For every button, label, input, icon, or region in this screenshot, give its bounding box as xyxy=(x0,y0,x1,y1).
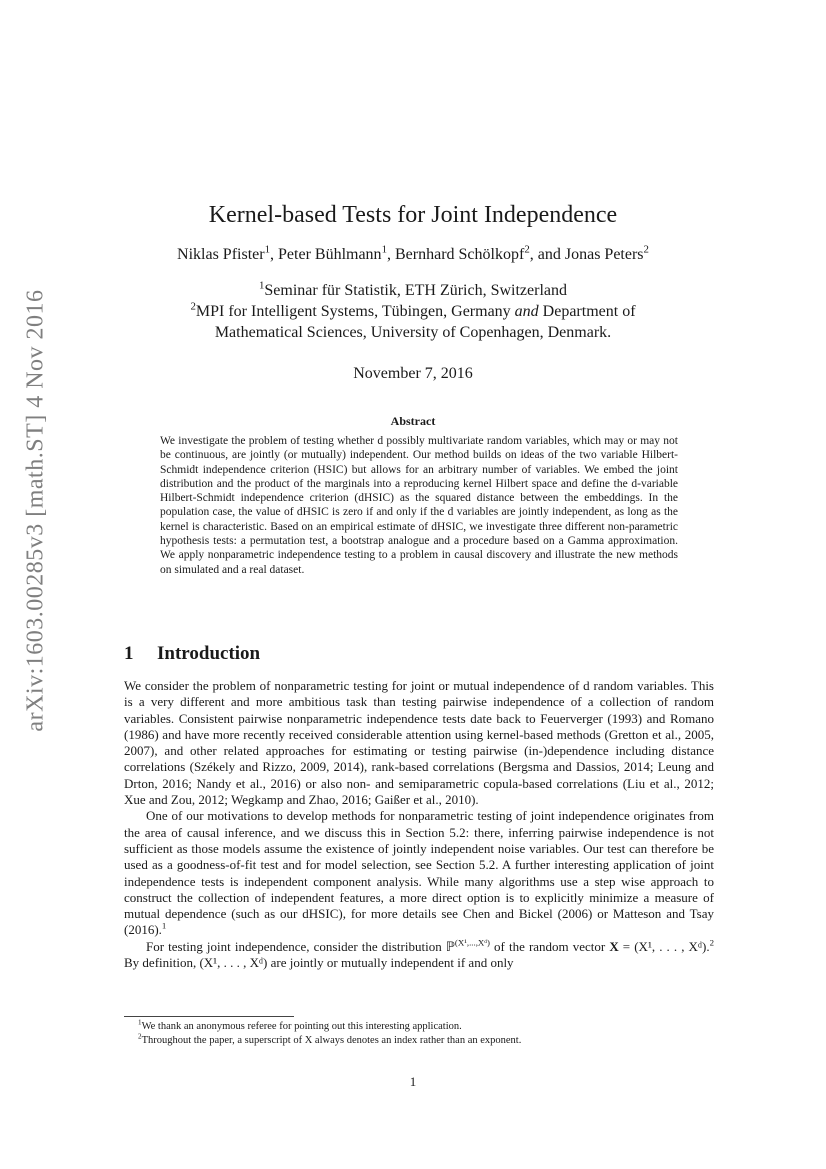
author-affiliation-mark: 1 xyxy=(381,243,387,256)
paragraph-text: For testing joint independence, consider the distribution ℙ xyxy=(146,938,455,954)
author-separator: , xyxy=(270,246,279,263)
paragraph-3 xyxy=(124,939,714,972)
affiliation-text: Department of xyxy=(538,303,636,320)
section-title: Introduction xyxy=(157,643,261,664)
author-separator: , and xyxy=(529,246,565,263)
abstract-heading: Abstract xyxy=(390,414,436,428)
footnote-text: We thank an anonymous referee for pointing out this interesting application. xyxy=(141,1021,462,1032)
author-list xyxy=(0,243,826,264)
abstract-text: We investigate the problem of testing whether d possibly multivariate random variables, which may or may not be continuous, are jointly (or mutually) independent. Our method builds on ideas of the two variable Hilbert-Schmidt independence criterion (HSIC) but allows for an arbitrary number of variables. We embed the joint distribution and the product of the marginals into a reproducing kernel Hilbert space and define the d-variable Hilbert-Schmidt independence criterion (dHSIC) as the squared distance between the embeddings. In the population case, the value of dHSIC is zero if and only if the d variables are jointly independent, as long as the kernel is characteristic. Based on an empirical estimate of dHSIC, we investigate three different non-parametric hypothesis tests: a permutation test, a bootstrap analogue and a procedure based on a Gamma approximation. We apply nonparametric independence testing to a problem in causal discovery and illustrate the new methods on simulated and a real dataset. xyxy=(160,435,678,576)
footnote-mark: 2 xyxy=(138,1032,142,1040)
footnote-text: Throughout the paper, a superscript of X always denotes an index rather than an exponent. xyxy=(141,1034,522,1046)
section-number: 1 xyxy=(124,643,134,664)
section-heading xyxy=(124,643,260,665)
affiliation-2-line-2: Mathematical Sciences, University of Copenhagen, Denmark. xyxy=(214,324,612,341)
paper-title: Kernel-based Tests for Joint Independence xyxy=(208,202,618,228)
paragraph-text: of the random vector xyxy=(489,938,610,954)
footnote xyxy=(124,1034,714,1048)
paragraph-text: = (X¹, . . . , Xᵈ). xyxy=(618,938,710,954)
footnote-mark: 1 xyxy=(161,921,167,932)
affiliation-text: Seminar für Statistik, ETH Zürich, Switzerland xyxy=(264,282,568,299)
paragraph-1: We consider the problem of nonparametric testing for joint or mutual independence of d random variables. This is a very different and more ambitious task than testing pairwise independence of a collection of random variables. Consistent pairwise nonparametric independence tests date back to Feuerverger (1993) and Romano (1986) and have more recently received considerable attention using kernel-based methods (Gretton et al., 2005, 2007), and other related approaches for estimating or testing pairwise (in-)dependence including distance correlations (Székely and Rizzo, 2009, 2014), rank-based correlations (Bergsma and Dassios, 2014; Leung and Drton, 2016; Nandy et al., 2016) or also non- and semiparametric copula-based correlations (Liu et al., 2012; Xue and Zou, 2012; Wegkamp and Zhao, 2016; Gaißer et al., 2010). xyxy=(124,678,714,808)
footnote-divider xyxy=(124,1016,294,1017)
affiliation-2 xyxy=(0,301,826,322)
author-name: Peter Bühlmann xyxy=(278,246,382,263)
random-vector-symbol: X xyxy=(609,938,619,954)
author-affiliation-mark: 1 xyxy=(264,243,271,256)
footnote xyxy=(124,1020,714,1034)
affiliations xyxy=(0,280,826,343)
distribution-superscript: (X¹,...,Xᵈ) xyxy=(454,937,490,948)
arxiv-identifier-text: arXiv:1603.00285v3 [math.ST] 4 Nov 2016 xyxy=(22,288,49,732)
body-text xyxy=(124,678,714,971)
publication-date: November 7, 2016 xyxy=(353,365,473,382)
paragraph-text: By definition, (X¹, . . . , Xᵈ) are jointly or mutually independent if and only xyxy=(124,955,514,971)
author-separator: , xyxy=(387,246,395,263)
affiliation-mark: 2 xyxy=(190,300,196,313)
footnotes xyxy=(124,1020,714,1047)
footnote-mark: 1 xyxy=(138,1018,142,1027)
affiliation-mark: 1 xyxy=(258,279,265,292)
author-affiliation-mark: 2 xyxy=(524,243,530,256)
footnote-mark: 2 xyxy=(709,937,714,948)
author-name: Niklas Pfister xyxy=(177,246,265,263)
page-number: 1 xyxy=(409,1074,417,1089)
author-name: Jonas Peters xyxy=(564,246,644,263)
paragraph-2 xyxy=(124,808,714,938)
affiliation-1 xyxy=(0,280,826,301)
author-affiliation-mark: 2 xyxy=(643,243,649,256)
paragraph-text: One of our motivations to develop methods for nonparametric testing of joint independence originates from the area of causal inference, and we discuss this in Section 5.2: there, inferring pairwise independence is not sufficient as those models assume the existence of jointly independent noise variables. Our test can therefore be used as a goodness-of-fit test and for model selection, see Section 5.2. A further interesting application of joint independence tests is independent component analysis. While many algorithms use a step wise approach to construct the collection of independent features, a more direct option is to explicitly minimize a measure of mutual dependence (such as our dHSIC), for more details see Chen and Bickel (2006) or Matteson and Tsay (2016). xyxy=(124,808,714,938)
affiliation-text: MPI for Intelligent Systems, Tübingen, Germany xyxy=(195,303,515,320)
author-name: Bernhard Schölkopf xyxy=(395,246,525,263)
affiliation-and-italic: and xyxy=(514,303,539,320)
